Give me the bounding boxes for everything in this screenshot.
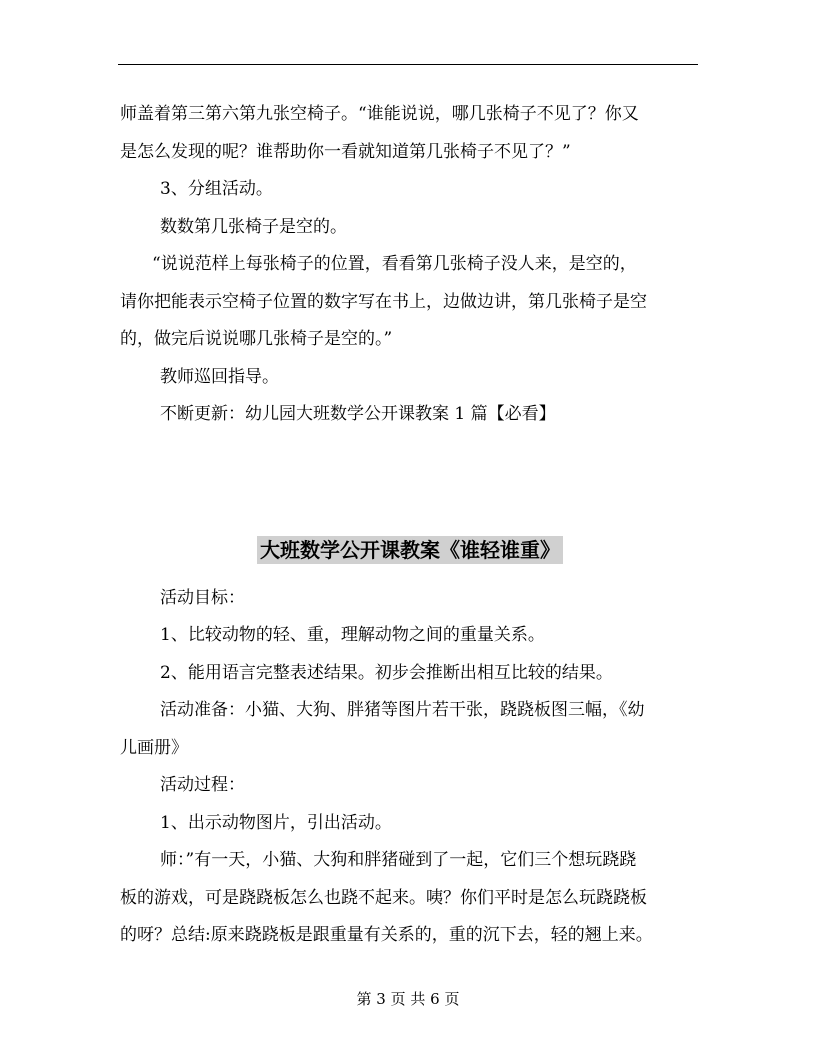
section-spacer [120,434,700,536]
section-title: 大班数学公开课教案《谁轻谁重》 [257,536,563,564]
paragraph-line: 2、能用语言完整表述结果。初步会推断出相互比较的结果。 [160,662,613,683]
paragraph-line: 1、比较动物的轻、重，理解动物之间的重量关系。 [160,625,545,645]
paragraph-line: 教师巡回指导。 [160,366,279,387]
paragraph-line: “说说范样上每张椅子的位置，看看第几张椅子没人来，是空的， [152,254,637,274]
paragraph-line: 1、出示动物图片，引出活动。 [160,812,392,833]
paragraph-line: 的呀？总结:原来跷跷板是跟重量有关系的，重的沉下去，轻的翘上来。 [120,925,653,945]
paragraph-line: 是怎么发现的呢？谁帮助你一看就知道第几张椅子不见了？” [120,141,571,162]
paragraph-line: 板的游戏，可是跷跷板怎么也跷不起来。咦？你们平时是怎么玩跷跷板 [120,887,647,908]
paragraph-line: 活动准备：小猫、大狗、胖猪等图片若干张，跷跷板图三幅，《幼 [160,700,645,720]
header-rule [118,64,698,65]
paragraph-line: 请你把能表示空椅子位置的数字写在书上，边做边讲，第几张椅子是空 [120,291,647,312]
section-title-wrap [120,536,700,580]
paragraph-line: 师：”有一天，小猫、大狗和胖猪碰到了一起，它们三个想玩跷跷 [160,850,637,870]
paragraph-line: 儿画册》 [120,737,188,758]
paragraph-line: 活动目标： [160,587,245,608]
paragraph-line: 的，做完后说说哪几张椅子是空的。” [120,329,393,349]
paragraph-line: 不断更新：幼儿园大班数学公开课教案 1 篇【必看】 [160,404,556,424]
paragraph-line: 活动过程： [160,775,245,795]
paragraph-line: 数数第几张椅子是空的。 [160,216,347,237]
paragraph-line: 师盖着第三第六第九张空椅子。“谁能说说，哪几张椅子不见了？你又 [120,104,639,124]
paragraph-line: 3、分组活动。 [160,179,273,199]
page-footer: 第 3 页 共 6 页 [356,990,460,1008]
page-body [120,96,700,955]
